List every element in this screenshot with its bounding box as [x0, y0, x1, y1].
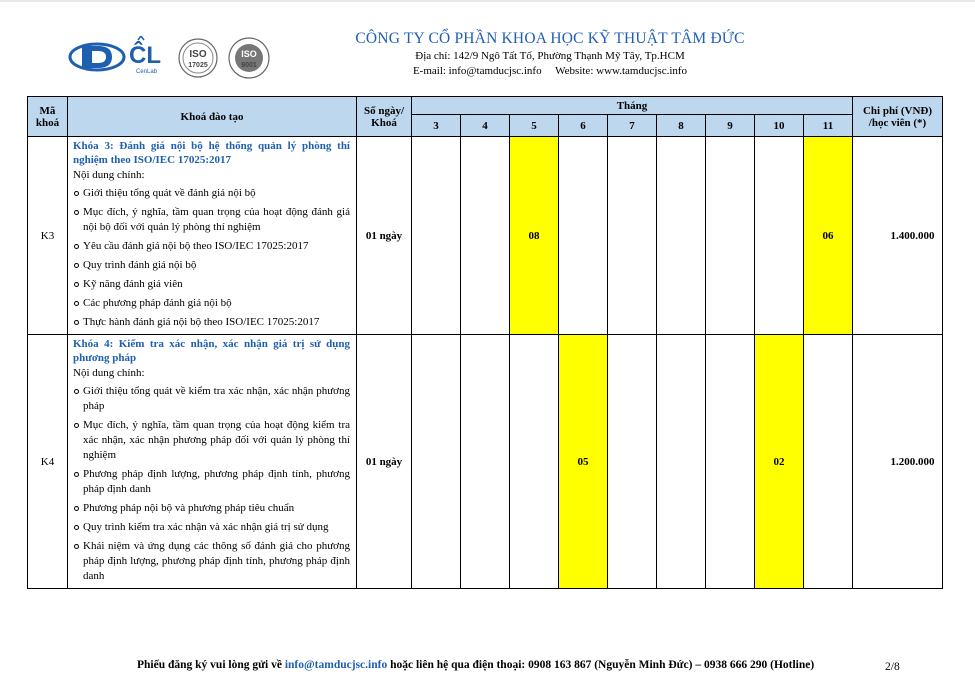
page-top-border: [0, 0, 975, 2]
month-col-9: 9: [706, 115, 755, 137]
course-topic: Mục đích, ý nghĩa, tầm quan trọng của hoạt động đánh giá nội bộ đối với quản lý phòng thí nghiệm: [73, 205, 350, 235]
cenlab-logo-mark: ĈL: [129, 42, 161, 69]
iso-9001-seal-word: ISO: [241, 49, 257, 59]
course-days: 01 ngày: [357, 335, 412, 589]
header-days: Số ngày/ Khoá: [357, 97, 412, 137]
course-price: 1.400.000: [853, 137, 943, 335]
schedule-cell-m6: [559, 137, 608, 335]
company-address: Địa chỉ: 142/9 Ngô Tất Tố, Phường Thạnh Mỹ Tây, Tp.HCM: [415, 50, 685, 62]
course-title: Khóa 4: Kiểm tra xác nhận, xác nhận giá trị sử dụng phương pháp: [73, 338, 350, 364]
schedule-cell-m10: 02: [755, 335, 804, 589]
header-month: Tháng: [412, 97, 853, 115]
registration-footer: [137, 659, 814, 671]
course-topic: Kỹ năng đánh giá viên: [73, 277, 350, 292]
schedule-cell-m10: [755, 137, 804, 335]
schedule-cell-m8: [657, 137, 706, 335]
schedule-cell-m11: 06: [804, 137, 853, 335]
month-col-6: 6: [559, 115, 608, 137]
schedule-cell-m9: [706, 335, 755, 589]
schedule-cell-m7: [608, 137, 657, 335]
schedule-cell-m11: [804, 335, 853, 589]
schedule-cell-m3: [412, 137, 461, 335]
footer-prefix: Phiếu đăng ký vui lòng gửi về: [137, 659, 285, 671]
month-col-11: 11: [804, 115, 853, 137]
course-topic: Yêu cầu đánh giá nội bộ theo ISO/IEC 17025:2017: [73, 239, 350, 254]
course-description: [68, 137, 357, 335]
course-price: 1.200.000: [853, 335, 943, 589]
month-col-10: 10: [755, 115, 804, 137]
schedule-cell-m7: [608, 335, 657, 589]
company-contact: [300, 65, 800, 77]
course-description: [68, 335, 357, 589]
schedule-cell-m5: [510, 335, 559, 589]
course-code: K3: [28, 137, 68, 335]
iso-9001-seal-number: 9001: [241, 62, 257, 69]
company-website[interactable]: Website: www.tamducjsc.info: [555, 65, 688, 77]
cenlab-logo: [128, 36, 174, 76]
table-row: [28, 335, 943, 589]
month-col-4: 4: [461, 115, 510, 137]
footer-email-link[interactable]: info@tamducjsc.info: [284, 659, 388, 671]
training-schedule-table: [27, 96, 943, 589]
course-content-label: Nội dung chính:: [73, 367, 145, 379]
header-course-code: Mã khoá: [28, 97, 68, 137]
course-topic-list: [73, 384, 350, 584]
iso-9001-seal: [228, 37, 270, 79]
company-email[interactable]: E-mail: info@tamducjsc.info: [412, 65, 542, 77]
course-topic: Mục đích, ý nghĩa, tầm quan trọng của hoạt động kiểm tra xác nhận, xác nhận phương pháp đối với quản lý phòng thí nghiệm: [73, 418, 350, 463]
course-topic: Quy trình kiểm tra xác nhận và xác nhận giá trị sử dụng: [73, 520, 350, 535]
course-content-label: Nội dung chính:: [73, 169, 145, 181]
header-course-name: Khoá đào tạo: [68, 97, 357, 137]
page-number: 2/8: [885, 661, 900, 673]
company-d-logo: [68, 40, 126, 74]
month-col-7: 7: [608, 115, 657, 137]
course-days: 01 ngày: [357, 137, 412, 335]
schedule-cell-m4: [461, 137, 510, 335]
cenlab-logo-subtitle: CenLab: [136, 69, 158, 75]
schedule-cell-m5: 08: [510, 137, 559, 335]
footer-contact: hoặc liên hệ qua điện thoại: 0908 163 867 (Nguyễn Minh Đức) – 0938 666 290 (Hotline): [387, 659, 815, 671]
month-col-3: 3: [412, 115, 461, 137]
schedule-cell-m9: [706, 137, 755, 335]
iso-17025-seal-number: 17025: [188, 62, 208, 69]
course-topic: Giới thiệu tổng quát về kiểm tra xác nhận, xác nhận phương pháp: [73, 384, 350, 414]
month-col-8: 8: [657, 115, 706, 137]
course-code: K4: [28, 335, 68, 589]
course-topic: Quy trình đánh giá nội bộ: [73, 258, 350, 273]
schedule-cell-m3: [412, 335, 461, 589]
schedule-cell-m8: [657, 335, 706, 589]
iso-17025-seal-word: ISO: [189, 49, 207, 60]
table-row: [28, 137, 943, 335]
company-name: CÔNG TY CỔ PHẦN KHOA HỌC KỸ THUẬT TÂM ĐỨC: [355, 30, 745, 47]
course-topic: Khái niệm và ứng dụng các thông số đánh giá cho phương pháp định lượng, phương pháp định tính, phương pháp định danh: [73, 539, 350, 584]
course-topic-list: [73, 186, 350, 330]
header-cost: Chi phí (VNĐ) /học viên (*): [853, 97, 943, 137]
course-topic: Thực hành đánh giá nội bộ theo ISO/IEC 17025:2017: [73, 315, 350, 330]
course-topic: Các phương pháp đánh giá nội bộ: [73, 296, 350, 311]
course-topic: Phương pháp định lượng, phương pháp định tính, phương pháp định danh: [73, 467, 350, 497]
course-topic: Giới thiệu tổng quát về đánh giá nội bộ: [73, 186, 350, 201]
course-title: Khóa 3: Đánh giá nội bộ hệ thống quản lý phòng thí nghiệm theo ISO/IEC 17025:2017: [73, 140, 350, 166]
schedule-cell-m4: [461, 335, 510, 589]
schedule-cell-m6: 05: [559, 335, 608, 589]
iso-17025-seal: [178, 38, 218, 78]
course-topic: Phương pháp nội bộ và phương pháp tiêu chuẩn: [73, 501, 350, 516]
month-col-5: 5: [510, 115, 559, 137]
